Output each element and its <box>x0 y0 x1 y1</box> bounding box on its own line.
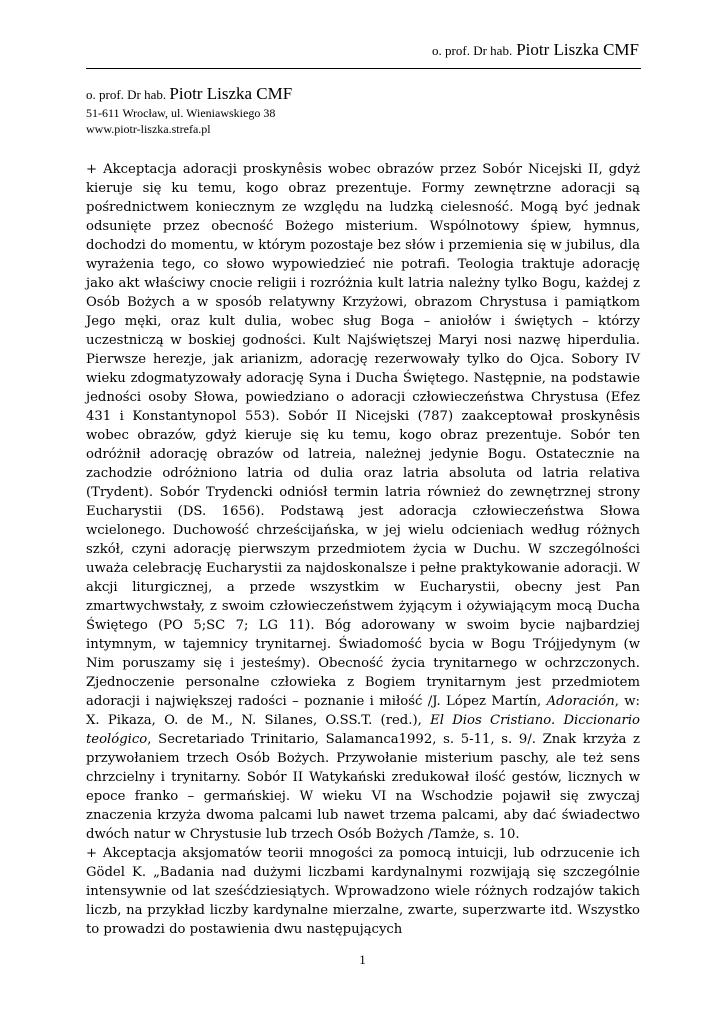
header-divider <box>86 68 641 69</box>
paragraph-1-italic-b: El Dios Cristiano. Diccionario teológico <box>86 713 640 747</box>
author-website: www.piotr-liszka.strefa.pl <box>86 122 211 136</box>
author-block <box>86 84 292 137</box>
paragraph-1 <box>86 160 640 844</box>
author-prefix: o. prof. Dr hab. <box>86 87 167 102</box>
running-header-prefix: o. prof. Dr hab. <box>432 43 513 58</box>
author-name: Piotr Liszka CMF <box>169 84 293 103</box>
running-header-name: Piotr Liszka CMF <box>516 40 639 59</box>
paragraph-1-italic-a: Adoración <box>546 694 615 709</box>
page-number: 1 <box>359 952 366 967</box>
paragraph-1-text-c: , Secretariado Trinitario, Salamanca1992, s. 5-11, s. 9/. Znak krzyża z przywołaniem trzech Osób Bożych. Przywołanie misterium paschy, ale też sens chrzcielny i trynitarny. Sobór II Watykański zredukował ilość gestów, licznych w epoce franko – germańskiej. W wieku VI na Wschodzie pojawił się zwyczaj znaczenia krzyża dwoma palcami lub nawet trzema palcami, aby dać świadectwo dwóch natur w Chrystusie lub trzech Osób Bożych /Tamże, s. 10. <box>86 732 640 842</box>
paragraph-1-text-a: + Akceptacja adoracji proskynêsis wobec obrazów przez Sobór Nicejski II, gdyż kieruje się ku temu, kogo obraz prezentuje. Formy zewnętrzne adoracji są pośrednictwem koniecznym ze względu na ludzką cielesność. Mogą być jednak odsunięte przez obecność Bożego misterium. Wspólnotowy śpiew, hymnus, dochodzi do momentu, w którym pozostaje bez słów i przemienia się w jubilus, dla wyrażenia tego, co słowo wypowiedzieć nie potrafi. Teologia traktuje adorację jako akt właściwy cnocie religii i rozróżnia kult latria należny tylko Bogu, każdej z Osób Bożych a w sposób relatywny Krzyżowi, obrazom Chrystusa i pamiątkom Jego męki, oraz kult dulia, wobec sług Boga – aniołów i świętych – którzy uczestniczą w boskiej godności. Kult Najświętszej Maryi nosi nazwę hiperdulia. Pierwsze herezje, jak arianizm, adorację rezerwowały tylko do Ojca. Sobory IV wieku zdogmatyzowały adorację Syna i Ducha Świętego. Następnie, na podstawie jedności osoby Słowa, powiedziano o adoracji człowieczeństwa Chrystusa (Efez 431 i Konstantynopol 553). Sobór II Nicejski (787) zaakceptował proskynêsis wobec obrazów, gdyż kieruje się ku temu, kogo obraz prezentuje. Sobór ten odróżnił adorację obrazów od latreia, należnej jedynie Bogu. Ostatecznie na zachodzie odróżniono latria od dulia oraz latria absoluta od latria relativa (Trydent). Sobór Trydencki odniósł termin latria również do zewnętrznej strony Eucharystii (DS. 1656). Podstawą jest adoracja człowieczeństwa Słowa wcielonego. Duchowość chrześcijańska, w jej wielu odcieniach według różnych szkół, czyni adorację pierwszym przedmiotem życia w Duchu. W szczególności uważa celebrację Eucharystii za najdoskonalsze i pełne praktykowanie adoracji. W akcji liturgicznej, a przede wszystkim w Eucharystii, obecny jest Pan zmartwychwstały, z swoim człowieczeństwem żyjącym i ożywiającym mocą Ducha Świętego (PO 5;SC 7; LG 11). Bóg adorowany w swoim bycie najbardziej intymnym, w tajemnicy trynitarnej. Świadomość bycia w Bogu Trójjedynym (w Nim poruszamy się i jesteśmy). Obecność życia trynitarnego w ochrzczonych. Zjednoczenie personalne człowieka z Bogiem trynitarnym jest przedmiotem adoracji i największej radości – poznanie i miłość /J. López Martín, <box>86 162 640 709</box>
body-text <box>86 160 640 939</box>
paragraph-2: + Akceptacja aksjomatów teorii mnogości za pomocą intuicji, lub odrzucenie ich Gödel K. „Badania nad dużymi liczbami kardynalnymi rozwijają się szczególnie intensywnie od lat sześćdziesiątych. Wprowadzono wiele różnych rodzajów takich liczb, na przykład liczby kardynalne mierzalne, zwarte, superzwarte itd. Wszystko to prowadzi do postawienia dwu następujących <box>86 846 640 937</box>
author-address: 51-611 Wrocław, ul. Wieniawskiego 38 <box>86 106 276 120</box>
author-name-line <box>86 84 292 105</box>
running-header <box>432 40 639 60</box>
paragraph-1-text-b: , w: X. Pikaza, O. de M., N. Silanes, O.SS.T. (red.), <box>86 694 640 728</box>
